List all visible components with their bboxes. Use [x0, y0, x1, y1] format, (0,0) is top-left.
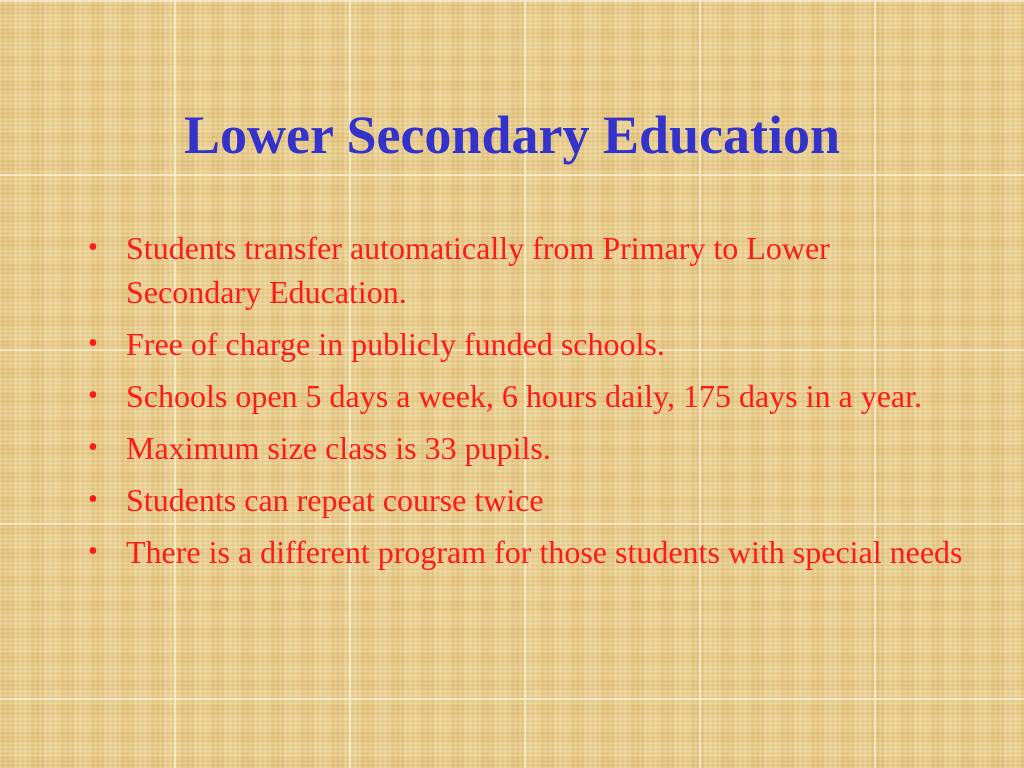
background-tile-seam [0, 0, 1024, 2]
bullet-text: Maximum size class is 33 pupils. [126, 430, 551, 466]
bullet-item [86, 426, 966, 470]
bullet-item [86, 530, 966, 574]
bullet-marker: • [88, 328, 98, 359]
bullet-list [86, 226, 966, 582]
bullet-text: Students can repeat course twice [126, 482, 544, 518]
bullet-text: Students transfer automatically from Primary to Lower Secondary Education. [126, 230, 830, 310]
bullet-item [86, 478, 966, 522]
bullet-item [86, 226, 966, 314]
background-tile-seam [0, 698, 1024, 700]
bullet-text: There is a different program for those students with special needs [126, 534, 963, 570]
bullet-marker: • [88, 484, 98, 515]
bullet-marker: • [88, 380, 98, 411]
bullet-marker: • [88, 232, 98, 263]
slide-title: Lower Secondary Education [183, 105, 841, 165]
bullet-item [86, 322, 966, 366]
bullet-text: Schools open 5 days a week, 6 hours daily, 175 days in a year. [126, 378, 922, 414]
bullet-marker: • [88, 536, 98, 567]
bullet-text: Free of charge in publicly funded schools. [126, 326, 665, 362]
background-tile-seam [0, 174, 1024, 176]
bullet-marker: • [88, 432, 98, 463]
bullet-item [86, 374, 966, 418]
